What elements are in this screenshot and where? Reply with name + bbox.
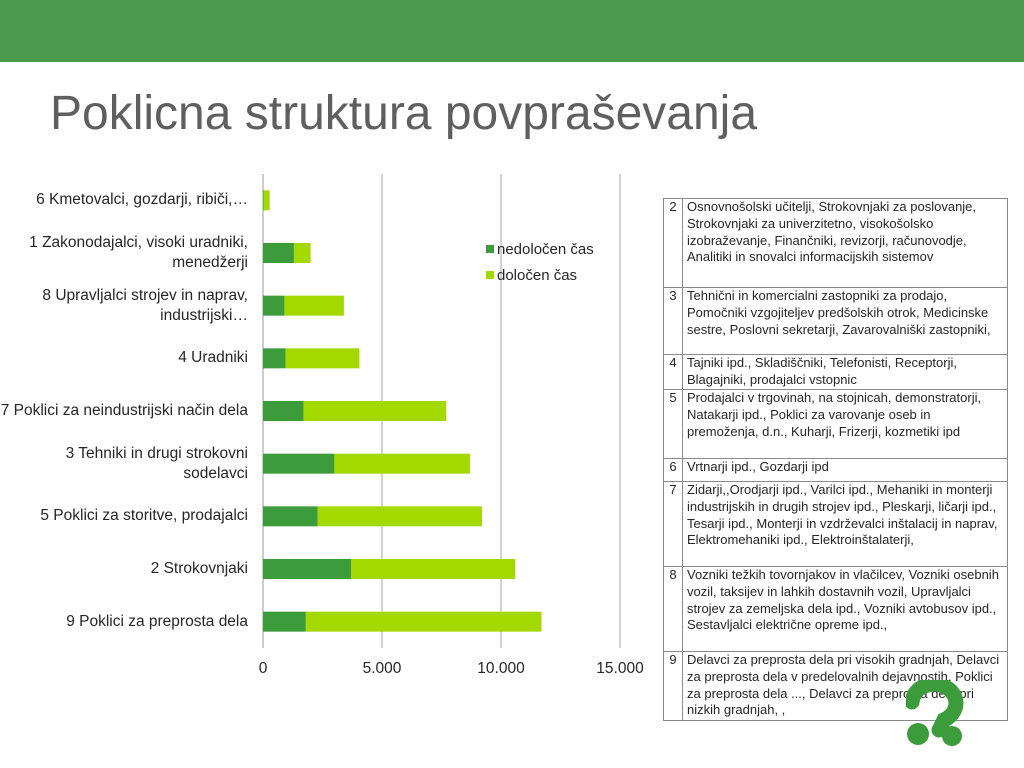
bar-nedolocen-cas	[263, 401, 303, 421]
category-label: 2 Strokovnjaki	[150, 560, 248, 577]
occupation-description: Prodajalci v trgovinah, na stojnicah, demonstratorji, Natakarji ipd., Poklici za varovanje oseb in premoženja, d.n., Kuharji, Frizerji, kozmetiki ipd	[687, 390, 982, 439]
bar-dolocen-cas	[334, 454, 470, 474]
code-row	[664, 567, 1008, 652]
question-mark-logo	[906, 680, 968, 746]
bar-dolocen-cas	[306, 612, 542, 632]
category-label: 9 Poklici za preprosta dela	[66, 612, 248, 630]
occupation-description: Tajniki ipd., Skladiščniki, Telefonisti, Receptorji, Blagajniki, prodajalci vstopnic	[687, 355, 957, 387]
bar-dolocen-cas	[351, 559, 515, 579]
bar-nedolocen-cas	[263, 190, 264, 210]
bar-nedolocen-cas	[263, 454, 334, 474]
occupation-code: 2	[664, 199, 683, 288]
legend-swatch	[486, 271, 494, 279]
occupation-code: 9	[664, 652, 683, 721]
occupation-code: 4	[664, 355, 683, 390]
legend-label: nedoločen čas	[497, 240, 594, 258]
category-label: 5 Poklici za storitve, prodajalci	[40, 507, 248, 525]
bar-nedolocen-cas	[263, 612, 306, 632]
occupation-code: 3	[664, 288, 683, 355]
bar-dolocen-cas	[303, 401, 446, 421]
x-tick-label: 15.000	[596, 660, 644, 677]
category-label: 3 Tehniki in drugi strokovni sodelavci	[65, 444, 248, 482]
code-row	[664, 459, 1008, 482]
legend-swatch	[486, 245, 494, 253]
occupation-code: 8	[664, 567, 683, 652]
bar-nedolocen-cas	[263, 559, 351, 579]
legend-label: določen čas	[497, 266, 578, 284]
bar-dolocen-cas	[286, 348, 360, 368]
category-label: 1 Zakonodajalci, visoki uradniki, menedžerji	[29, 234, 248, 271]
x-tick-label: 5.000	[362, 660, 402, 677]
bar-dolocen-cas	[264, 190, 270, 210]
occupation-code: 7	[664, 482, 683, 567]
occupation-code: 5	[664, 390, 683, 459]
occupation-description: Osnovnošolski učitelji, Strokovnjaki za poslovanje, Strokovnjaki za univerzitetno, visokošolsko izobraževanje, Finančniki, revizorji, računovodje, Analitiki in snovalci informacijskih sistemov	[687, 199, 977, 265]
x-tick-label: 0	[258, 660, 268, 677]
code-row	[664, 355, 1008, 390]
category-label: 8 Upravljalci strojev in naprav, industrijski…	[42, 286, 248, 324]
bar-nedolocen-cas	[263, 506, 318, 526]
bar-dolocen-cas	[318, 506, 482, 526]
slide-title: Poklicna struktura povpraševanja	[50, 87, 758, 140]
occupation-description: Vozniki težkih tovornjakov in vlačilcev, Vozniki osebnih vozil, taksijev in lahkih dostavnih vozil, Upravljalci strojev za zemeljska dela ipd., Vozniki avtobusov ipd., Sestavljalci električne opreme ipd.,	[687, 567, 999, 633]
bar-dolocen-cas	[284, 296, 344, 316]
occupation-description: Delavci za preprosta dela pri visokih gradnjah, Delavci za preprosta dela v predelovalnih dejavnostih, Poklici za preprosta dela ..., Delavci za preprosta dela pri nizkih gradnjah, ,	[687, 652, 1000, 718]
bar-dolocen-cas	[294, 243, 311, 263]
occupation-codes-table	[663, 198, 1008, 721]
top-band	[0, 0, 1024, 62]
category-label: 6 Kmetovalci, gozdarji, ribiči,…	[36, 191, 248, 209]
legend-item	[486, 262, 594, 288]
category-label: 7 Poklici za neindustrijski način dela	[0, 402, 248, 419]
category-label: 4 Uradniki	[178, 349, 248, 367]
bar-nedolocen-cas	[263, 243, 294, 263]
bar-nedolocen-cas	[263, 348, 286, 368]
occupation-description: Tehnični in komercialni zastopniki za prodajo, Pomočniki vzgojiteljev predšolskih otrok, Medicinske sestre, Poslovni sekretarji, Zavarovalniški zastopniki,	[687, 288, 991, 337]
code-row	[664, 482, 1008, 567]
code-row	[664, 390, 1008, 459]
occupation-description: Zidarji,,Orodjarji ipd., Varilci ipd., Mehaniki in monterji industrijskih in drugih strojev ipd., Pleskarji, ličarji ipd., Tesarji ipd., Monterji in vzdrževalci inštalacij in naprav, Elektromehaniki ipd., Elektroinštalaterji,	[687, 482, 998, 548]
occupation-description: Vrtnarji ipd., Gozdarji ipd	[687, 459, 829, 474]
occupation-code: 6	[664, 459, 683, 482]
code-row	[664, 199, 1008, 288]
legend-item	[486, 236, 594, 262]
chart-legend	[486, 236, 594, 288]
stacked-bar-chart	[0, 170, 660, 690]
code-row	[664, 288, 1008, 355]
x-tick-label: 10.000	[477, 660, 525, 677]
bar-nedolocen-cas	[263, 296, 284, 316]
